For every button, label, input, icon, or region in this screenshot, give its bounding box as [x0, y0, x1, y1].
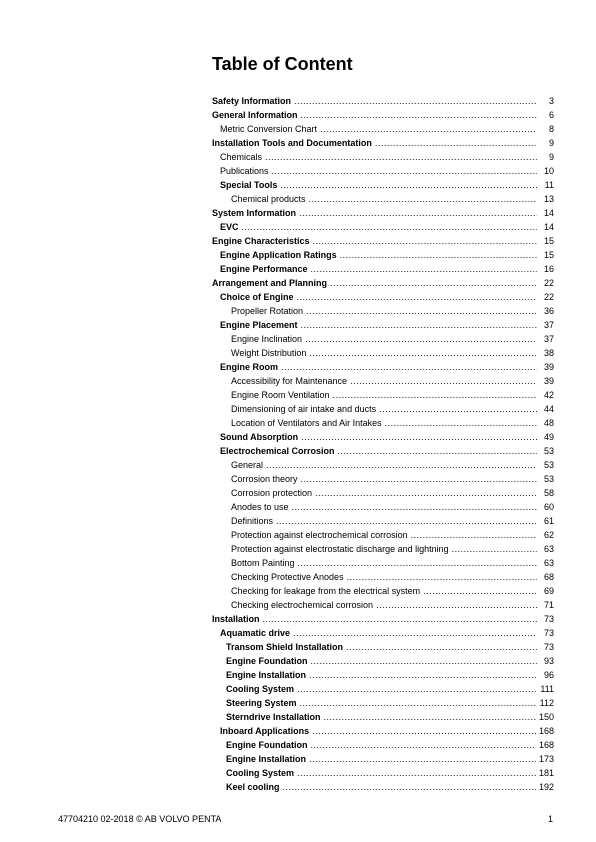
toc-entry-label: General [231, 460, 264, 470]
toc-entry-page: 48 [543, 418, 554, 428]
toc-entry-label: Definitions [231, 516, 274, 526]
toc-entry[interactable] [212, 528, 554, 542]
toc-entry-page: 14 [543, 222, 554, 232]
toc-entry-label: Sound Absorption [220, 432, 299, 442]
toc-entry-label: Engine Room Ventilation [231, 390, 330, 400]
toc-entry-label: Metric Conversion Chart [220, 124, 318, 134]
toc-entry-label: Engine Foundation [226, 656, 308, 666]
toc-entry-page: 73 [543, 614, 554, 624]
toc-entry-page: 173 [538, 754, 554, 764]
toc-entry-label: Location of Ventilators and Air Intakes [231, 418, 382, 428]
toc-entry[interactable] [212, 668, 554, 682]
toc-leader-dots [283, 780, 536, 794]
toc-leader-dots [281, 360, 537, 374]
toc-leader-dots [265, 150, 537, 164]
toc-entry-page: 61 [543, 516, 554, 526]
toc-entry-page: 11 [544, 180, 554, 190]
toc-leader-dots [297, 682, 537, 696]
toc-entry-page: 93 [543, 656, 554, 666]
toc-entry-page: 37 [543, 320, 554, 330]
toc-entry-label: Bottom Painting [231, 558, 295, 568]
toc-entry-label: Engine Installation [226, 670, 307, 680]
toc-entry-page: 53 [543, 446, 554, 456]
toc-entry[interactable] [212, 444, 554, 458]
toc-leader-dots [320, 122, 537, 136]
toc-entry[interactable] [212, 780, 554, 794]
toc-entry[interactable] [212, 206, 554, 220]
toc-entry-label: Protection against electrostatic discharge and lightning [231, 544, 449, 554]
toc-entry[interactable] [212, 374, 554, 388]
toc-entry-page: 168 [538, 740, 554, 750]
toc-entry[interactable] [212, 710, 554, 724]
toc-entry-label: Checking electrochemical corrosion [231, 600, 374, 610]
toc-entry-page: 53 [543, 474, 554, 484]
footer-page-number: 1 [548, 814, 554, 824]
toc-leader-dots [242, 220, 537, 234]
toc-leader-dots [324, 710, 536, 724]
toc-entry-page: 71 [543, 600, 554, 610]
toc-entry-page: 111 [540, 684, 554, 694]
toc-entry-label: Chemical products [231, 194, 306, 204]
toc-entry-label: EVC [220, 222, 239, 232]
toc-entry-label: Publications [220, 166, 269, 176]
toc-entry[interactable] [212, 682, 554, 696]
toc-entry[interactable] [212, 570, 554, 584]
toc-entry-label: Keel cooling [226, 782, 280, 792]
toc-entry-label: Checking for leakage from the electrical system [231, 586, 421, 596]
toc-entry-label: Accessibility for Maintenance [231, 376, 348, 386]
toc-entry-page: 14 [543, 208, 554, 218]
toc-entry-page: 53 [543, 460, 554, 470]
toc-leader-dots [309, 192, 537, 206]
toc-entry-label: Dimensioning of air intake and ducts [231, 404, 377, 414]
toc-entry-page: 62 [543, 530, 554, 540]
toc-entry-page: 9 [548, 138, 554, 148]
toc-entry[interactable] [212, 164, 554, 178]
toc-leader-dots [346, 640, 537, 654]
toc-entry[interactable] [212, 752, 554, 766]
toc-entry-page: 13 [543, 194, 554, 204]
toc-entry-label: Engine Foundation [226, 740, 308, 750]
toc-entry[interactable] [212, 696, 554, 710]
toc-leader-dots [297, 766, 536, 780]
toc-entry[interactable] [212, 402, 554, 416]
toc-entry[interactable] [212, 654, 554, 668]
toc-entry-page: 10 [543, 166, 554, 176]
toc-entry-label: Choice of Engine [220, 292, 294, 302]
toc-entry-page: 8 [548, 124, 554, 134]
toc-entry[interactable] [212, 94, 554, 108]
toc-entry-label: System Information [212, 208, 297, 218]
toc-entry-label: Chemicals [220, 152, 263, 162]
toc-entry-page: 6 [548, 110, 554, 120]
toc-entry-label: Installation Tools and Documentation [212, 138, 372, 148]
toc-entry[interactable] [212, 290, 554, 304]
toc-entry-page: 15 [543, 250, 554, 260]
toc-leader-dots [385, 416, 537, 430]
toc-entry[interactable] [212, 262, 554, 276]
toc-entry[interactable] [212, 150, 554, 164]
toc-entry-label: Engine Characteristics [212, 236, 310, 246]
toc-entry-page: 37 [543, 334, 554, 344]
toc-leader-dots [300, 696, 537, 710]
toc-leader-dots [306, 304, 537, 318]
toc-entry[interactable] [212, 318, 554, 332]
toc-entry-page: 38 [543, 348, 554, 358]
toc-entry-page: 181 [538, 768, 554, 778]
toc-entry[interactable] [212, 416, 554, 430]
toc-entry-label: Cooling System [226, 684, 295, 694]
toc-entry[interactable] [212, 388, 554, 402]
toc-entry-label: Protection against electrochemical corrosion [231, 530, 408, 540]
toc-entry-page: 9 [548, 152, 554, 162]
toc-leader-dots [299, 206, 537, 220]
toc-leader-dots [298, 556, 537, 570]
toc-entry[interactable] [212, 304, 554, 318]
toc-entry-page: 73 [543, 642, 554, 652]
toc-entry-label: Anodes to use [231, 502, 289, 512]
toc-entry[interactable] [212, 724, 554, 738]
toc-leader-dots [347, 570, 537, 584]
toc-entry[interactable] [212, 122, 554, 136]
toc-entry[interactable] [212, 458, 554, 472]
toc-leader-dots [301, 430, 537, 444]
toc-entry[interactable] [212, 220, 554, 234]
toc-leader-dots [263, 612, 537, 626]
toc-entry-label: Checking Protective Anodes [231, 572, 344, 582]
toc-entry-label: Engine Room [220, 362, 278, 372]
toc-entry[interactable] [212, 234, 554, 248]
toc-entry-page: 168 [538, 726, 554, 736]
toc-entry[interactable] [212, 178, 554, 192]
toc-entry-page: 58 [543, 488, 554, 498]
toc-entry[interactable] [212, 136, 554, 150]
toc-entry-label: General Information [212, 110, 298, 120]
toc-leader-dots [311, 738, 536, 752]
toc-entry-page: 3 [548, 96, 554, 106]
toc-entry-page: 22 [543, 292, 554, 302]
page-title: Table of Content [212, 54, 353, 74]
toc-entry-label: Inboard Applications [220, 726, 310, 736]
toc-entry-label: Arrangement and Planning [212, 278, 328, 288]
toc-leader-dots [330, 276, 537, 290]
toc-entry[interactable] [212, 612, 554, 626]
toc-entry-label: Engine Application Ratings [220, 250, 337, 260]
toc-entry-label: Weight Distribution [231, 348, 307, 358]
toc-entry[interactable] [212, 472, 554, 486]
toc-leader-dots [301, 472, 537, 486]
toc-entry[interactable] [212, 360, 554, 374]
toc-entry-label: Steering System [226, 698, 297, 708]
toc-entry-page: 60 [543, 502, 554, 512]
toc-entry[interactable] [212, 598, 554, 612]
toc-entry-page: 150 [538, 712, 554, 722]
toc-leader-dots [301, 318, 537, 332]
toc-leader-dots [452, 542, 537, 556]
toc-entry-page: 112 [539, 698, 554, 708]
toc-leader-dots [411, 528, 537, 542]
toc-entry[interactable] [212, 514, 554, 528]
toc-entry[interactable] [212, 500, 554, 514]
toc-entry[interactable] [212, 248, 554, 262]
toc-entry[interactable] [212, 542, 554, 556]
toc-entry[interactable] [212, 738, 554, 752]
toc-leader-dots [266, 458, 537, 472]
toc-leader-dots [379, 402, 537, 416]
toc-entry-page: 44 [543, 404, 554, 414]
toc-entry[interactable] [212, 556, 554, 570]
toc-leader-dots [350, 374, 537, 388]
toc-leader-dots [338, 444, 537, 458]
toc-leader-dots [309, 668, 537, 682]
toc-leader-dots [375, 136, 537, 150]
toc-leader-dots [294, 94, 537, 108]
toc-entry-label: Electrochemical Corrosion [220, 446, 335, 456]
toc-leader-dots [340, 248, 537, 262]
toc-entry-label: Engine Inclination [231, 334, 303, 344]
toc-leader-dots [376, 598, 537, 612]
toc-leader-dots [301, 108, 537, 122]
toc-entry-label: Transom Shield Installation [226, 642, 344, 652]
toc-entry-page: 73 [543, 628, 554, 638]
toc-entry-page: 49 [543, 432, 554, 442]
toc-entry-page: 63 [543, 558, 554, 568]
toc-leader-dots [315, 486, 537, 500]
toc-entry-label: Engine Installation [226, 754, 307, 764]
toc-entry-page: 192 [538, 782, 554, 792]
toc-entry-page: 39 [543, 362, 554, 372]
toc-leader-dots [309, 346, 537, 360]
toc-leader-dots [313, 234, 537, 248]
toc-entry-page: 15 [543, 236, 554, 246]
toc-leader-dots [272, 164, 537, 178]
toc-entry-page: 16 [543, 264, 554, 274]
toc-entry[interactable] [212, 486, 554, 500]
toc-entry-label: Special Tools [220, 180, 278, 190]
toc-entry[interactable] [212, 276, 554, 290]
toc-entry[interactable] [212, 108, 554, 122]
toc-entry[interactable] [212, 584, 554, 598]
toc-entry[interactable] [212, 640, 554, 654]
toc-leader-dots [292, 500, 537, 514]
toc-leader-dots [297, 290, 537, 304]
toc-entry[interactable] [212, 766, 554, 780]
toc-entry[interactable] [212, 346, 554, 360]
toc-entry-page: 63 [543, 544, 554, 554]
toc-entry-label: Corrosion theory [231, 474, 298, 484]
toc-entry-page: 36 [543, 306, 554, 316]
footer-document-id: 47704210 02-2018 © AB VOLVO PENTA [58, 814, 222, 824]
toc-leader-dots [333, 388, 537, 402]
toc-entry-label: Safety Information [212, 96, 292, 106]
toc-entry[interactable] [212, 332, 554, 346]
toc-leader-dots [311, 262, 537, 276]
toc-entry-page: 39 [543, 376, 554, 386]
toc-entry-page: 69 [543, 586, 554, 596]
toc-entry-label: Aquamatic drive [220, 628, 291, 638]
toc-leader-dots [311, 654, 538, 668]
toc-entry-label: Engine Performance [220, 264, 308, 274]
toc-entry-label: Engine Placement [220, 320, 298, 330]
toc-entry[interactable] [212, 192, 554, 206]
toc-entry-page: 22 [543, 278, 554, 288]
toc-entry-label: Propeller Rotation [231, 306, 304, 316]
toc-leader-dots [293, 626, 537, 640]
toc-leader-dots [312, 724, 536, 738]
toc-entry-label: Cooling System [226, 768, 295, 778]
toc-entry[interactable] [212, 430, 554, 444]
toc-entry-label: Corrosion protection [231, 488, 313, 498]
toc-leader-dots [276, 514, 537, 528]
toc-leader-dots [280, 178, 537, 192]
toc-entry-page: 42 [543, 390, 554, 400]
table-of-contents [212, 94, 554, 794]
toc-entry-label: Installation [212, 614, 260, 624]
toc-entry-page: 96 [543, 670, 554, 680]
toc-leader-dots [309, 752, 536, 766]
toc-entry-label: Sterndrive Installation [226, 712, 321, 722]
toc-entry-page: 68 [543, 572, 554, 582]
toc-leader-dots [305, 332, 537, 346]
toc-leader-dots [423, 584, 537, 598]
toc-entry[interactable] [212, 626, 554, 640]
